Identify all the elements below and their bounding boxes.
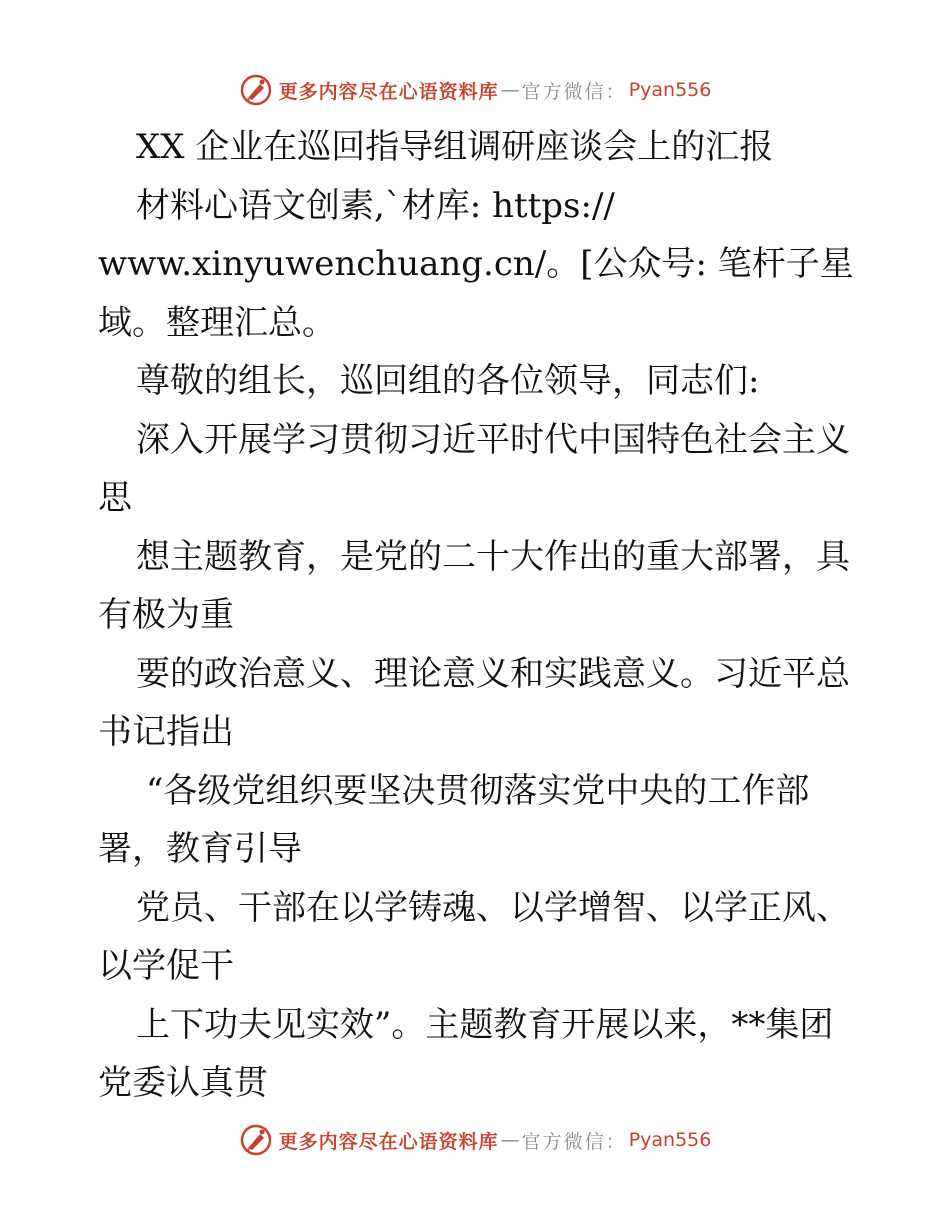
doc-line: 党员、干部在以学铸魂、以学增智、以学正风、 <box>136 887 850 928</box>
doc-line: 党委认真贯 <box>98 1063 268 1103</box>
header-banner <box>0 70 950 110</box>
footer-banner <box>0 1120 950 1160</box>
doc-line: 以学促干 <box>98 946 234 986</box>
doc-line: 有极为重 <box>98 595 234 635</box>
banner-dash: — <box>500 79 520 101</box>
document-body <box>98 118 858 1113</box>
banner-sub-text: 官方微信： <box>521 80 627 103</box>
doc-line: 想主题教育，是党的二十大作出的重大部署，具 <box>136 536 850 577</box>
doc-line: 材料心语文创素,`材库: https:// <box>136 185 615 226</box>
banner-main-text: 更多内容尽在心语资料库 <box>278 80 499 103</box>
banner-dash: — <box>500 1129 520 1151</box>
doc-line: 书记指出 <box>98 712 234 752</box>
banner-wechat-id: Pyan556 <box>628 1129 712 1151</box>
pen-logo-icon <box>239 73 273 107</box>
pen-logo-icon <box>239 1123 273 1157</box>
doc-line: 上下功夫见实效”。主题教育开展以来，**集团 <box>136 1004 834 1045</box>
doc-line: 思 <box>98 478 132 518</box>
doc-line: 域。整理汇总。 <box>98 302 336 343</box>
banner-main-text: 更多内容尽在心语资料库 <box>278 1130 499 1153</box>
doc-line: “各级党组织要坚决贯彻落实党中央的工作部 <box>146 770 810 811</box>
doc-line: 要的政治意义、理论意义和实践意义。习近平总 <box>136 653 850 694</box>
doc-line: 深入开展学习贯彻习近平时代中国特色社会主义 <box>136 419 850 460</box>
banner-sub-text: 官方微信： <box>521 1130 627 1153</box>
doc-line: www.xinyuwenchuang.cn/。[公众号: 笔杆子星 <box>98 244 854 284</box>
banner-wechat-id: Pyan556 <box>628 79 712 101</box>
doc-line: XX 企业在巡回指导组调研座谈会上的汇报 <box>136 127 774 167</box>
doc-line: 署，教育引导 <box>98 829 302 869</box>
doc-line: 尊敬的组长，巡回组的各位领导，同志们: <box>136 361 760 401</box>
